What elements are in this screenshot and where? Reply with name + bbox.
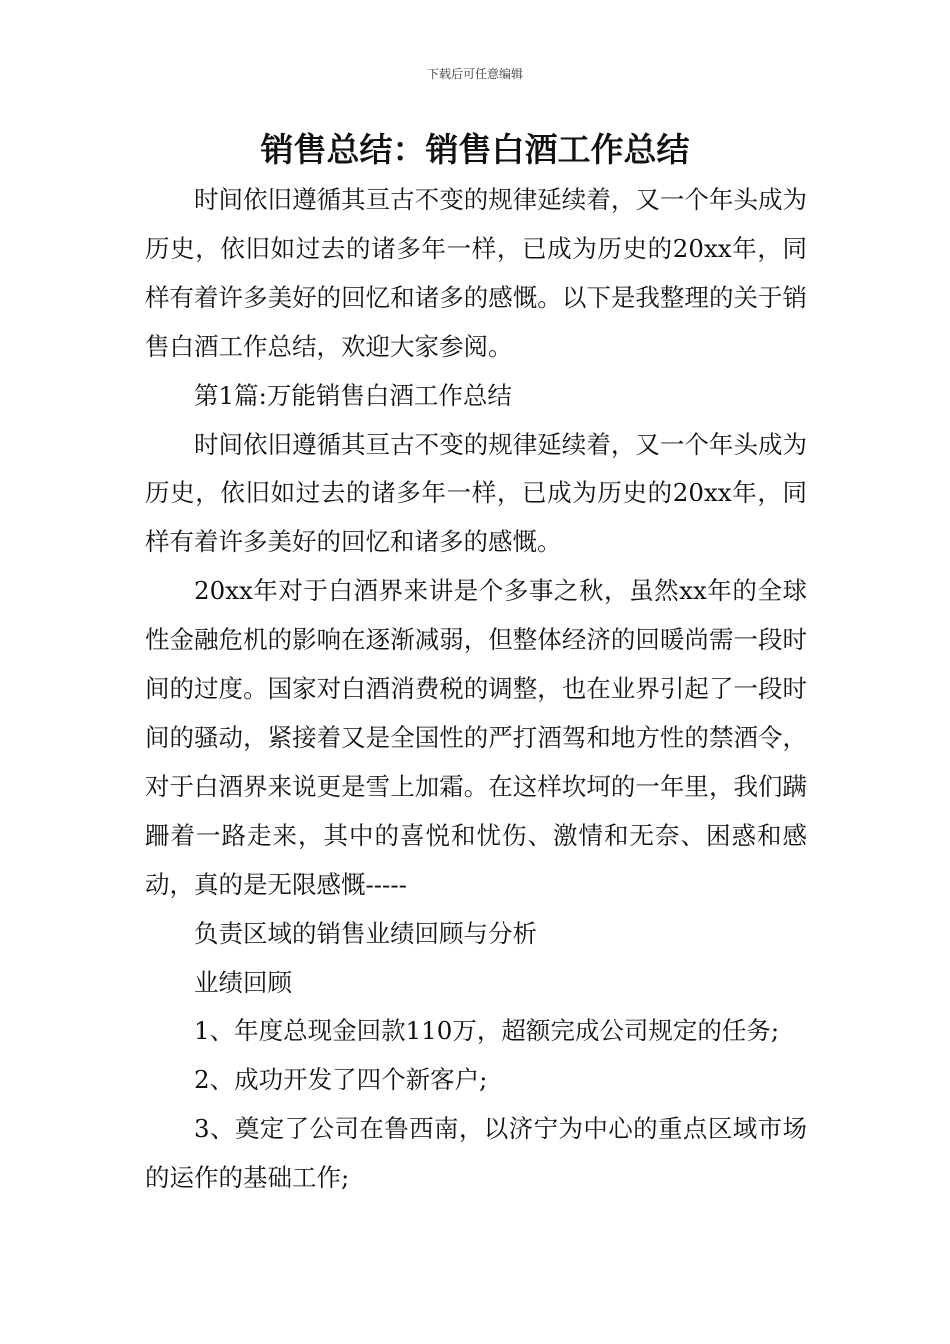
document-title: 销售总结：销售白酒工作总结 (260, 130, 690, 169)
list-item: 3、奠定了公司在鲁西南，以济宁为中心的重点区域市场的运作的基础工作; (145, 1114, 807, 1193)
document-body (145, 176, 807, 1203)
body-paragraph: 20xx年对于白酒界来讲是个多事之秋，虽然xx年的全球性金融危机的影响在逐渐减弱，但整体经济的回暖尚需一段时间的过度。国家对白酒消费税的调整，也在业界引起了一段时间的骚动，紧接着又是全国性的严打酒驾和地方性的禁酒令，对于白酒界来说更是雪上加霜。在这样坎坷的一年里，我们蹒跚着一路走来，其中的喜悦和忧伤、激情和无奈、困惑和感动，真的是无限感慨----- (145, 576, 807, 899)
list-item: 1、年度总现金回款110万，超额完成公司规定的任务; (194, 1016, 780, 1046)
intro-paragraph: 时间依旧遵循其亘古不变的规律延续着，又一个年头成为历史，依旧如过去的诸多年一样，已成为历史的20xx年，同样有着许多美好的回忆和诸多的感慨。以下是我整理的关于销售白酒工作总结，欢迎大家参阅。 (145, 185, 807, 361)
subsection-heading: 负责区域的销售业绩回顾与分析 (194, 918, 537, 948)
body-paragraph: 时间依旧遵循其亘古不变的规律延续着，又一个年头成为历史，依旧如过去的诸多年一样，已成为历史的20xx年，同样有着许多美好的回忆和诸多的感慨。 (145, 429, 807, 557)
header-note: 下载后可任意编辑 (426, 67, 523, 81)
section-heading: 第1篇:万能销售白酒工作总结 (194, 380, 512, 410)
list-item: 2、成功开发了四个新客户; (194, 1065, 488, 1095)
subsection-heading: 业绩回顾 (194, 967, 292, 997)
